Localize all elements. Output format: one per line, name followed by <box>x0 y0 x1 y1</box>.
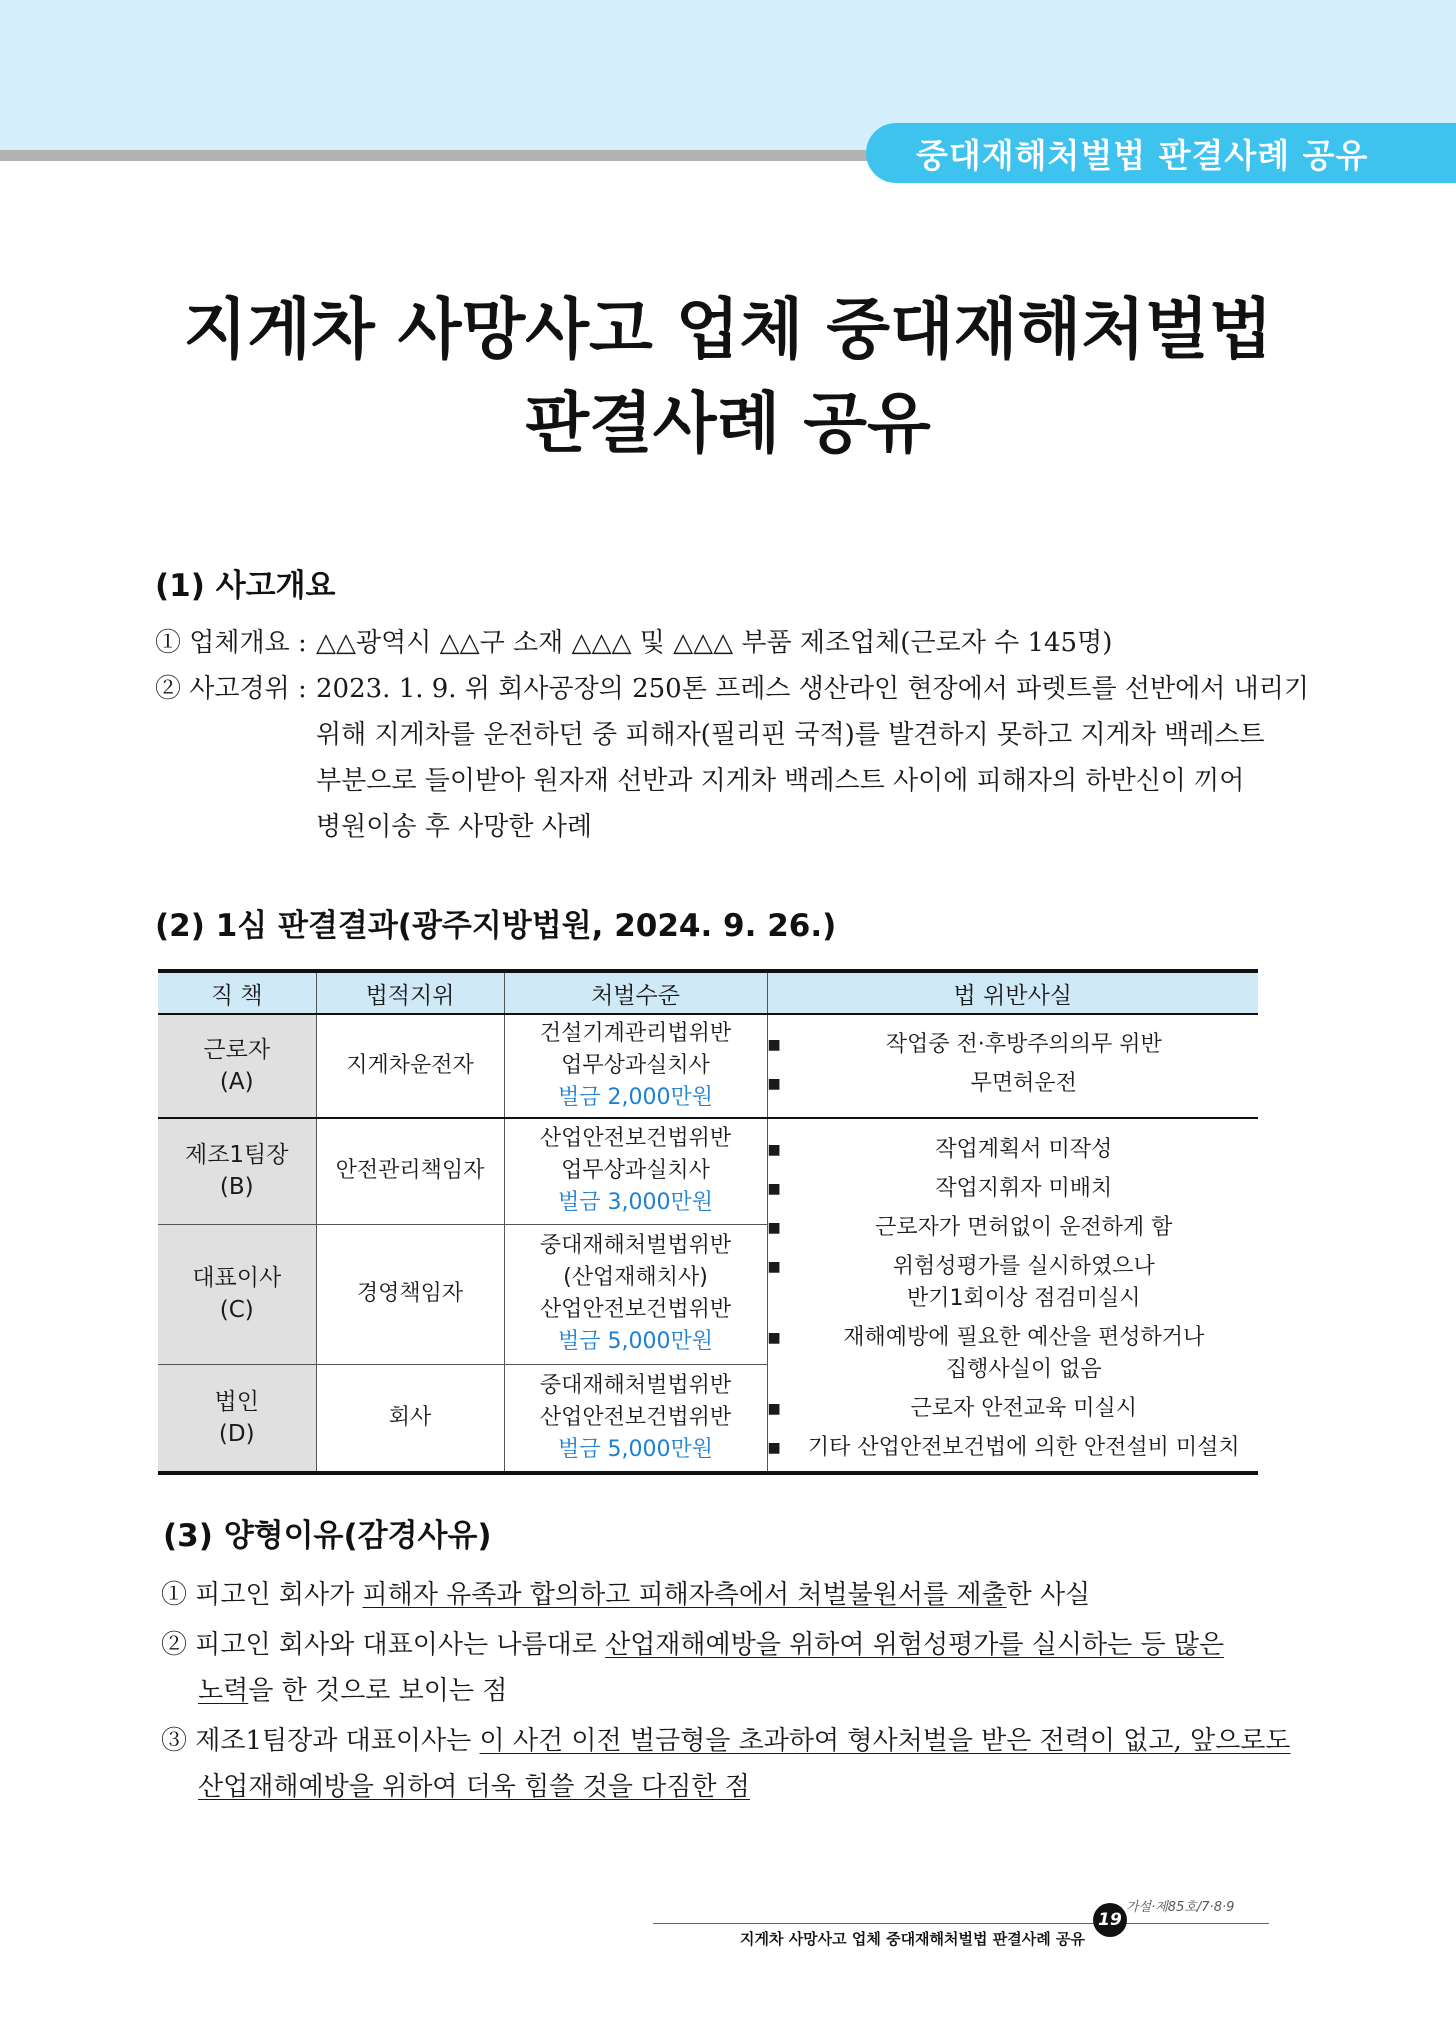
company-overview-label: ① 업체개요 : <box>155 628 307 658</box>
charge: 중대재해처벌법위반 <box>539 1233 732 1259</box>
violation-item: ■ 근로자 안전교육 미실시 <box>768 1393 1259 1425</box>
section-tab: 중대재해처벌법 판결사례 공유 <box>866 123 1456 183</box>
section2-heading: (2) 1심 판결결과(광주지방법원, 2024. 9. 26.) <box>155 908 837 944</box>
column-header: 법 위반사실 <box>767 971 1258 1014</box>
charge: 산업안전보건법위반 <box>539 1126 732 1152</box>
charge: (산업재해치사) <box>563 1265 708 1291</box>
violation-item: ■ 작업중 전·후방주의의무 위반 <box>768 1029 1259 1061</box>
role-cell <box>158 1118 316 1224</box>
footer-rule <box>653 1923 1269 1924</box>
role-cell <box>158 1014 316 1118</box>
penalty-cell <box>504 1365 767 1473</box>
column-header: 법적지위 <box>316 971 504 1014</box>
page-number: 19 <box>1093 1903 1127 1937</box>
fine-amount: 벌금 3,000만원 <box>558 1190 713 1216</box>
reason-item: ③ 제조1팀장과 대표이사는 이 사건 이전 벌금형을 초과하여 형사처벌을 받은 전력이 없고, 앞으로도 <box>161 1726 1291 1756</box>
role-cell <box>158 1224 316 1364</box>
footer-title: 지게차 사망사고 업체 중대재해처벌법 판결사례 공유 <box>740 1930 1085 1948</box>
sentencing-reasons <box>161 1572 1291 1810</box>
accident-line: 부분으로 들이받아 원자재 선반과 지게차 백레스트 사이에 피해자의 하반신이 끼어 <box>316 766 1245 796</box>
accident-line: 병원이송 후 사망한 사례 <box>316 812 592 842</box>
ruling-table <box>158 969 1258 1475</box>
role-code: (C) <box>219 1297 254 1324</box>
fine-amount: 벌금 5,000만원 <box>558 1437 713 1463</box>
violation-item: ■ 위험성평가를 실시하였으나 반기1회이상 점검미실시 <box>768 1251 1259 1315</box>
fine-amount: 벌금 2,000만원 <box>558 1085 713 1110</box>
role-code: (A) <box>219 1069 254 1095</box>
legal-status-cell: 회사 <box>316 1365 504 1473</box>
role-name: 제조1팀장 <box>184 1142 289 1169</box>
column-header: 직 책 <box>158 971 316 1014</box>
accident-line: 2023. 1. 9. 위 회사공장의 250톤 프레스 생산라인 현장에서 파렛트를 선반에서 내리기 <box>316 674 1309 704</box>
charge: 업무상과실치사 <box>561 1053 710 1078</box>
role-name: 법인 <box>214 1389 259 1416</box>
role-name: 대표이사 <box>192 1265 282 1292</box>
role-code: (D) <box>218 1421 255 1448</box>
reason-item: ② 피고인 회사와 대표이사는 나름대로 산업재해예방을 위하여 위험성평가를 실시하는 등 많은 <box>161 1630 1225 1660</box>
fine-amount: 벌금 5,000만원 <box>558 1329 713 1355</box>
legal-status-cell: 안전관리책임자 <box>316 1118 504 1224</box>
section1-heading: (1) 사고개요 <box>155 568 336 604</box>
reason-item-continued: 산업재해예방을 위하여 더욱 힘쓸 것을 다짐한 점 <box>198 1772 750 1802</box>
table-row <box>158 1014 1258 1118</box>
section3-heading: (3) 양형이유(감경사유) <box>163 1518 492 1554</box>
title-line-1: 지게차 사망사고 업체 중대재해처벌법 <box>183 291 1273 368</box>
charge: 산업안전보건법위반 <box>539 1405 732 1431</box>
role-cell <box>158 1365 316 1473</box>
violation-item: ■ 근로자가 면허없이 운전하게 함 <box>768 1212 1259 1244</box>
violations-cell <box>767 1118 1258 1473</box>
penalty-cell <box>504 1224 767 1364</box>
title-line-2: 판결사례 공유 <box>525 385 931 462</box>
table-header-row <box>158 971 1258 1014</box>
violation-item: ■ 기타 산업안전보건법에 의한 안전설비 미설치 <box>768 1432 1259 1464</box>
legal-status-cell: 지게차운전자 <box>316 1014 504 1118</box>
accident-details-label: ② 사고경위 : <box>155 674 307 704</box>
accident-details-row <box>155 666 1309 712</box>
violation-item: ■ 작업계획서 미작성 <box>768 1134 1259 1166</box>
reason-item-continued: 노력을 한 것으로 보이는 점 <box>198 1676 508 1706</box>
violation-item: ■ 무면허운전 <box>768 1068 1259 1100</box>
violation-item: ■ 재해예방에 필요한 예산을 편성하거나 집행사실이 없음 <box>768 1322 1259 1386</box>
violation-item: ■ 작업지휘자 미배치 <box>768 1173 1259 1205</box>
legal-status-cell: 경영책임자 <box>316 1224 504 1364</box>
column-header: 처벌수준 <box>504 971 767 1014</box>
accident-overview <box>155 620 1309 850</box>
role-name: 근로자 <box>203 1037 271 1063</box>
charge: 산업안전보건법위반 <box>539 1297 732 1323</box>
accident-line: 위해 지게차를 운전하던 중 피해자(필리핀 국적)를 발견하지 못하고 지게차 백레스트 <box>316 720 1265 750</box>
penalty-cell <box>504 1118 767 1224</box>
violations-cell <box>767 1014 1258 1118</box>
table-row <box>158 1118 1258 1224</box>
charge: 건설기계관리법위반 <box>539 1021 732 1046</box>
company-overview-text: △△광역시 △△구 소재 △△△ 및 △△△ 부품 제조업체(근로자 수 145명) <box>316 628 1113 658</box>
footer-issue: 가설·제85호/7·8·9 <box>1126 1900 1235 1915</box>
page-title <box>0 283 1456 471</box>
charge: 업무상과실치사 <box>561 1158 710 1184</box>
reason-item: ① 피고인 회사가 피해자 유족과 합의하고 피해자측에서 처벌불원서를 제출한 사실 <box>161 1580 1091 1610</box>
penalty-cell <box>504 1014 767 1118</box>
charge: 중대재해처벌법위반 <box>539 1373 732 1399</box>
company-overview-row <box>155 620 1309 666</box>
role-code: (B) <box>219 1174 254 1201</box>
